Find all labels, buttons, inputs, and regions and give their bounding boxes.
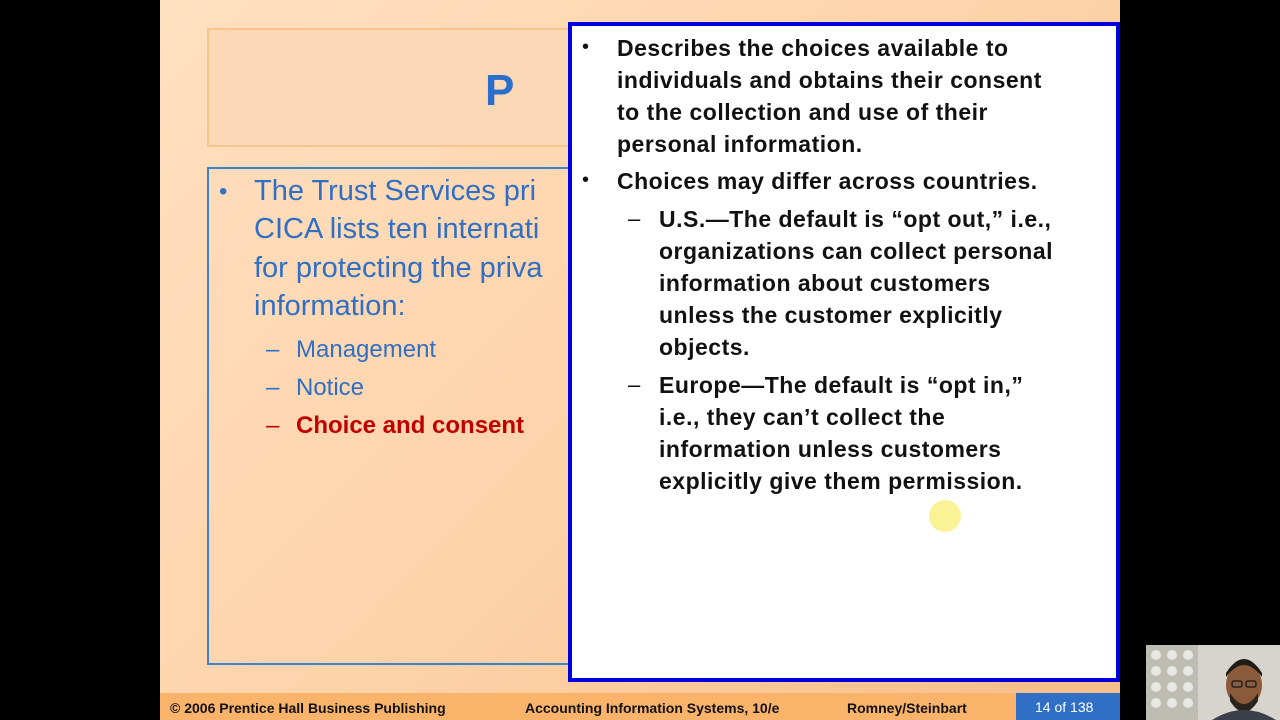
bullet-dot: • xyxy=(219,178,228,205)
popup-bullet1-line4: personal information. xyxy=(617,131,863,157)
dash: – xyxy=(266,336,280,363)
popup-sub1-line2: organizations can collect personal xyxy=(659,238,1054,264)
subitem-management: Management xyxy=(296,336,437,363)
footer-bar xyxy=(160,693,1120,720)
webcam-overlay xyxy=(1146,645,1280,720)
page-number: 14 of 138 xyxy=(1035,699,1094,715)
bullet-dot: • xyxy=(582,169,590,191)
popup-bullet1-line2: individuals and obtains their consent xyxy=(617,67,1042,93)
popup-sub1-line3: information about customers xyxy=(659,270,991,296)
slide-title: P xyxy=(485,66,515,115)
page-indicator xyxy=(1016,693,1120,720)
dash: – xyxy=(628,372,641,397)
dash: – xyxy=(628,206,641,231)
popup-sub2-line1: Europe—The default is “opt in,” xyxy=(659,372,1024,398)
popup-bullet1-line3: to the collection and use of their xyxy=(617,99,988,125)
presenter-video-icon xyxy=(1146,645,1280,720)
body-line-3: for protecting the priva xyxy=(254,252,543,284)
popup-sub2-line2: i.e., they can’t collect the xyxy=(659,404,946,430)
pointer-highlight xyxy=(929,500,961,532)
body-line-1: The Trust Services pri xyxy=(254,175,537,207)
body-line-2: CICA lists ten internati xyxy=(254,213,540,245)
body-line-4: information: xyxy=(254,290,406,322)
dash: – xyxy=(266,412,280,439)
popup-sub1-line4: unless the customer explicitly xyxy=(659,302,1003,328)
bullet-dot: • xyxy=(582,36,590,58)
footer-book: Accounting Information Systems, 10/e xyxy=(525,700,780,716)
popup-callout xyxy=(568,22,1120,682)
footer-copyright: © 2006 Prentice Hall Business Publishing xyxy=(170,700,446,716)
subitem-notice: Notice xyxy=(296,374,365,401)
popup-sub2-line4: explicitly give them permission. xyxy=(659,468,1023,494)
popup-bullet1-line1: Describes the choices available to xyxy=(617,35,1009,61)
title-box xyxy=(207,28,627,147)
popup-sub1-line5: objects. xyxy=(659,334,750,360)
dash: – xyxy=(266,374,280,401)
popup-sub2-line3: information unless customers xyxy=(659,436,1002,462)
subitem-choice-and-consent: Choice and consent xyxy=(296,412,525,439)
footer-authors: Romney/Steinbart xyxy=(847,700,967,716)
popup-sub1-line1: U.S.—The default is “opt out,” i.e., xyxy=(659,206,1052,232)
popup-bullet2: Choices may differ across countries. xyxy=(617,168,1038,194)
